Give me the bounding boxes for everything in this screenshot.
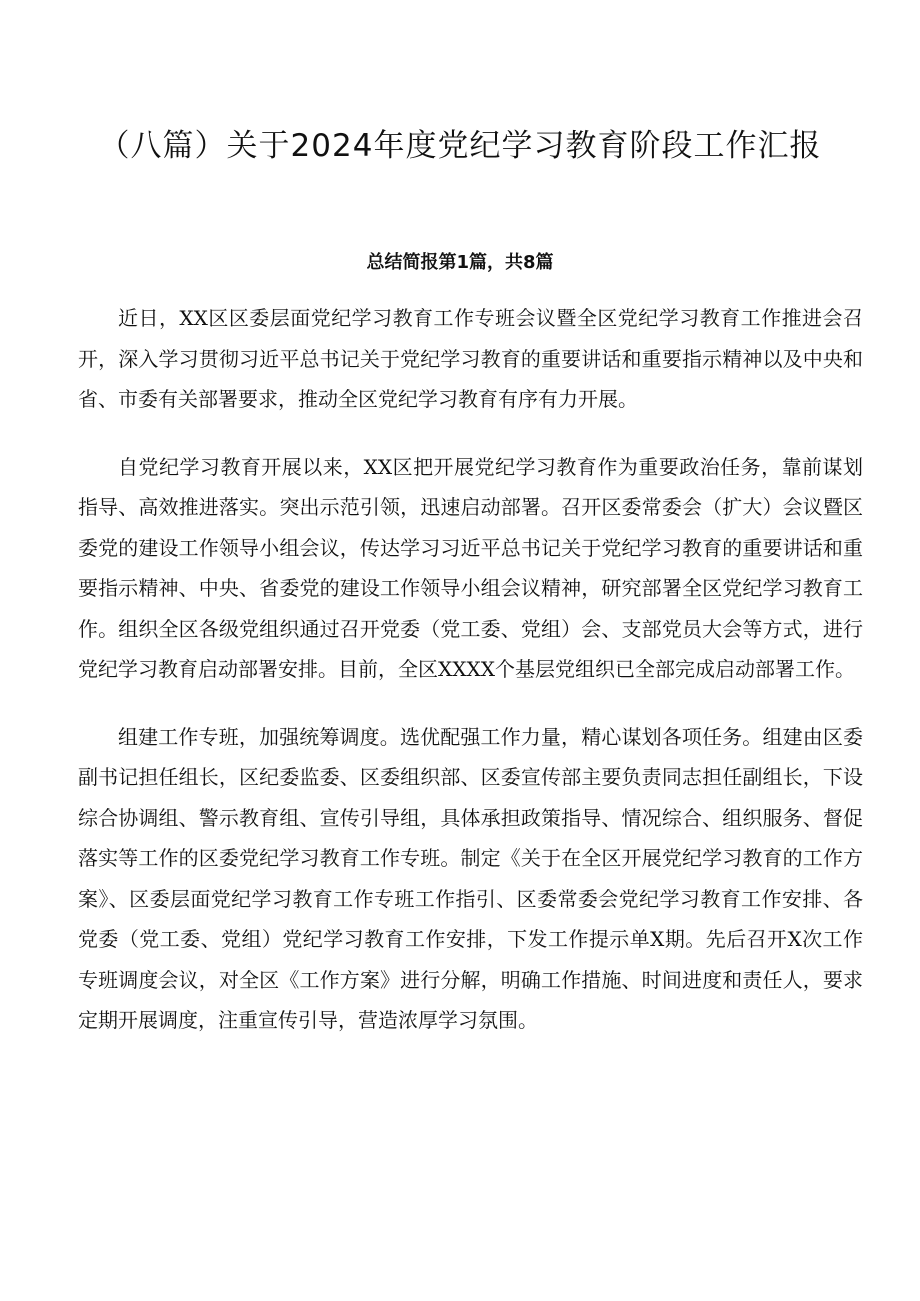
paragraph-3: 组建工作专班，加强统筹调度。选优配强工作力量，精心谋划各项任务。组建由区委副书记担任组长，区纪委监委、区委组织部、区委宣传部主要负责同志担任副组长，下设综合协调组、警示教育组、宣传引导组，具体承担政策指导、情况综合、组织服务、督促落实等工作的区委党纪学习教育工作专班。制定《关于在全区开展党纪学习教育的工作方案》、区委层面党纪学习教育工作专班工作指引、区委常委会党纪学习教育工作安排、各党委（党工委、党组）党纪学习教育工作安排，下发工作提示单X期。先后召开X次工作专班调度会议，对全区《工作方案》进行分解，明确工作措施、时间进度和责任人，要求定期开展调度，注重宣传引导，营造浓厚学习氛围。 (78, 724, 863, 1032)
document-body (78, 298, 863, 1068)
document-title: （八篇）关于2024年度党纪学习教育阶段工作汇报 (98, 128, 822, 164)
paragraph-1: 近日，XX区区委层面党纪学习教育工作专班会议暨全区党纪学习教育工作推进会召开，深入学习贯彻习近平总书记关于党纪学习教育的重要讲话和重要指示精神以及中央和省、市委有关部署要求，推动全区党纪学习教育有序有力开展。 (78, 306, 863, 411)
document-subtitle: 总结简报第1篇，共8篇 (366, 252, 554, 273)
paragraph-2: 自党纪学习教育开展以来，XX区把开展党纪学习教育作为重要政治任务，靠前谋划指导、高效推进落实。突出示范引领，迅速启动部署。召开区委常委会（扩大）会议暨区委党的建设工作领导小组会议，传达学习习近平总书记关于党纪学习教育的重要讲话和重要指示精神、中央、省委党的建设工作领导小组会议精神，研究部署全区党纪学习教育工作。组织全区各级党组织通过召开党委（党工委、党组）会、支部党员大会等方式，进行党纪学习教育启动部署安排。目前，全区XXXX个基层党组织已全部完成启动部署工作。 (78, 454, 863, 681)
